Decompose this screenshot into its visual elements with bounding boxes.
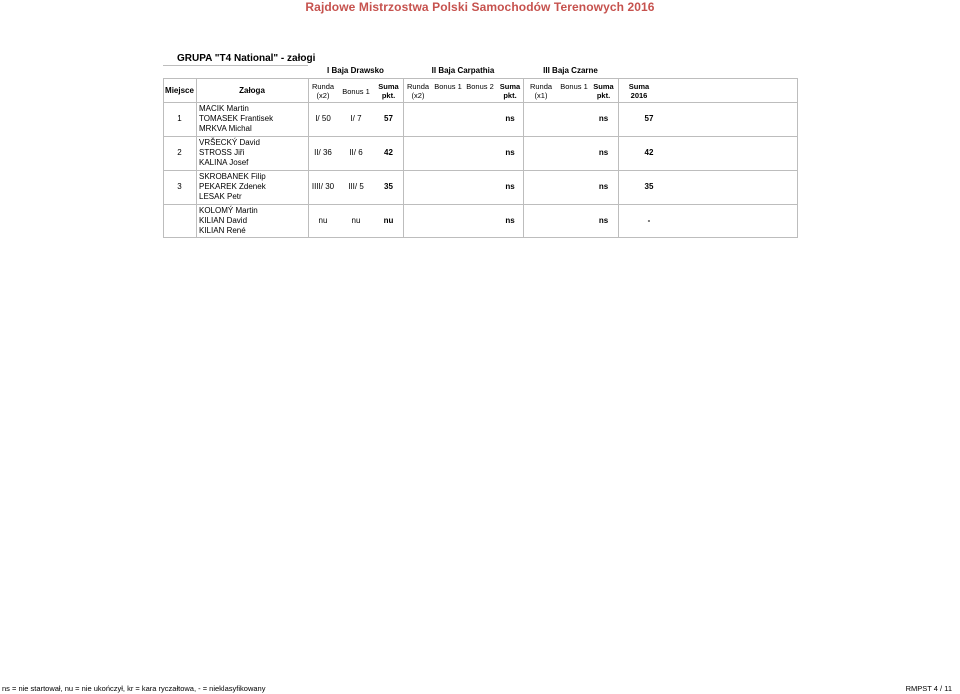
col-header-e3-bonus1: Bonus 1 xyxy=(560,82,588,91)
row-4-total: - xyxy=(647,216,651,225)
row-1-crew xyxy=(199,104,273,134)
col-header-e1-pkt: pkt. xyxy=(381,91,396,100)
row-2-crew xyxy=(199,138,260,168)
row-1-e1-suma: 57 xyxy=(384,114,393,123)
row-4-e3-suma: ns xyxy=(598,216,609,225)
crew-member: SKROBANEK Filip xyxy=(199,172,266,181)
footer-legend: ns = nie startował, nu = nie ukończył, kr = kara ryczałtowa, - = nieklasyfikowany xyxy=(2,684,266,693)
crew-member: LESAK Petr xyxy=(199,192,242,201)
event-header-1: I Baja Drawsko xyxy=(327,66,384,75)
col-header-e1-suma: Suma xyxy=(378,82,399,91)
col-header-e2-runda: Runda xyxy=(406,82,430,91)
col-header-e3-pkt: pkt. xyxy=(596,91,611,100)
grid-line xyxy=(163,102,798,103)
crew-member: TOMASEK Frantisek xyxy=(199,114,274,123)
col-header-e2-runda-mult: (x2) xyxy=(411,91,425,100)
row-3-e1-suma: 35 xyxy=(384,182,393,191)
row-4-crew xyxy=(199,206,258,236)
grid-line xyxy=(163,136,798,137)
event-header-3: III Baja Czarne xyxy=(543,66,598,75)
row-3-e1-runda: IIII/ 30 xyxy=(311,182,335,191)
crew-member: STROSS Jiři xyxy=(199,148,245,157)
grid-line xyxy=(308,78,798,79)
row-3-e3-suma: ns xyxy=(598,182,609,191)
crew-member: PEKAREK Zdenek xyxy=(199,182,266,191)
crew-member: KILIAN René xyxy=(199,226,246,235)
grid-line xyxy=(797,78,798,237)
row-4-e1-suma: nu xyxy=(383,216,394,225)
row-3-crew xyxy=(199,172,266,202)
grid-line xyxy=(163,170,798,171)
crew-member: VRŠECKÝ David xyxy=(199,138,260,147)
grid-line xyxy=(163,78,308,79)
group-title: GRUPA "T4 National" - załogi xyxy=(177,53,316,64)
col-header-e3-runda-mult: (x1) xyxy=(534,91,548,100)
row-3-e2-suma: ns xyxy=(505,182,515,191)
row-1-e1-runda: I/ 50 xyxy=(315,114,331,123)
col-header-total: Suma xyxy=(628,82,650,91)
row-3-e1-bonus: III/ 5 xyxy=(348,182,364,191)
col-header-e2-bonus2: Bonus 2 xyxy=(466,82,494,91)
footer-page-number: RMPST 4 / 11 xyxy=(905,684,952,693)
row-1-total: 57 xyxy=(644,114,654,123)
row-4-e2-suma: ns xyxy=(505,216,515,225)
col-header-e3-runda: Runda xyxy=(529,82,553,91)
row-3-total: 35 xyxy=(644,182,654,191)
crew-member: KILIAN David xyxy=(199,216,248,225)
row-1-e3-suma: ns xyxy=(598,114,609,123)
grid-line xyxy=(403,78,404,237)
col-header-e3-suma: Suma xyxy=(593,82,614,91)
row-2-total: 42 xyxy=(644,148,654,157)
row-1-e2-suma: ns xyxy=(505,114,515,123)
grid-line xyxy=(523,78,524,237)
col-header-place: Miejsce xyxy=(165,86,194,95)
crew-member: MACIK Martin xyxy=(199,104,249,113)
col-header-e2-bonus1: Bonus 1 xyxy=(434,82,462,91)
row-1-e1-bonus: I/ 7 xyxy=(350,114,362,123)
col-header-e1-runda: Runda xyxy=(311,82,335,91)
row-2-e1-suma: 42 xyxy=(384,148,393,157)
grid-line xyxy=(163,204,798,205)
row-4-e1-runda: nu xyxy=(318,216,328,225)
row-4-e1-bonus: nu xyxy=(351,216,361,225)
row-1-place: 1 xyxy=(177,114,182,123)
col-header-crew: Załoga xyxy=(239,86,265,95)
row-2-e1-runda: II/ 36 xyxy=(314,148,332,157)
page-title: Rajdowe Mistrzostwa Polski Samochodów Terenowych 2016 xyxy=(305,0,655,14)
row-2-e2-suma: ns xyxy=(505,148,515,157)
col-header-total-year: 2016 xyxy=(630,91,648,100)
grid-line xyxy=(196,78,197,237)
col-header-e1-runda-mult: (x2) xyxy=(316,91,330,100)
grid-line xyxy=(163,237,798,238)
row-3-place: 3 xyxy=(177,182,182,191)
row-2-e1-bonus: II/ 6 xyxy=(349,148,363,157)
group-title-underline xyxy=(163,65,308,66)
col-header-e2-pkt: pkt. xyxy=(503,91,517,100)
crew-member: MRKVA Michal xyxy=(199,124,252,133)
row-2-place: 2 xyxy=(177,148,182,157)
row-2-e3-suma: ns xyxy=(598,148,609,157)
event-header-2: II Baja Carpathia xyxy=(431,66,495,75)
col-header-e2-suma: Suma xyxy=(499,82,521,91)
crew-member: KOLOMÝ Martin xyxy=(199,206,258,215)
col-header-e1-bonus1: Bonus 1 xyxy=(342,87,370,96)
crew-member: KALINA Josef xyxy=(199,158,249,167)
grid-line xyxy=(618,78,619,237)
